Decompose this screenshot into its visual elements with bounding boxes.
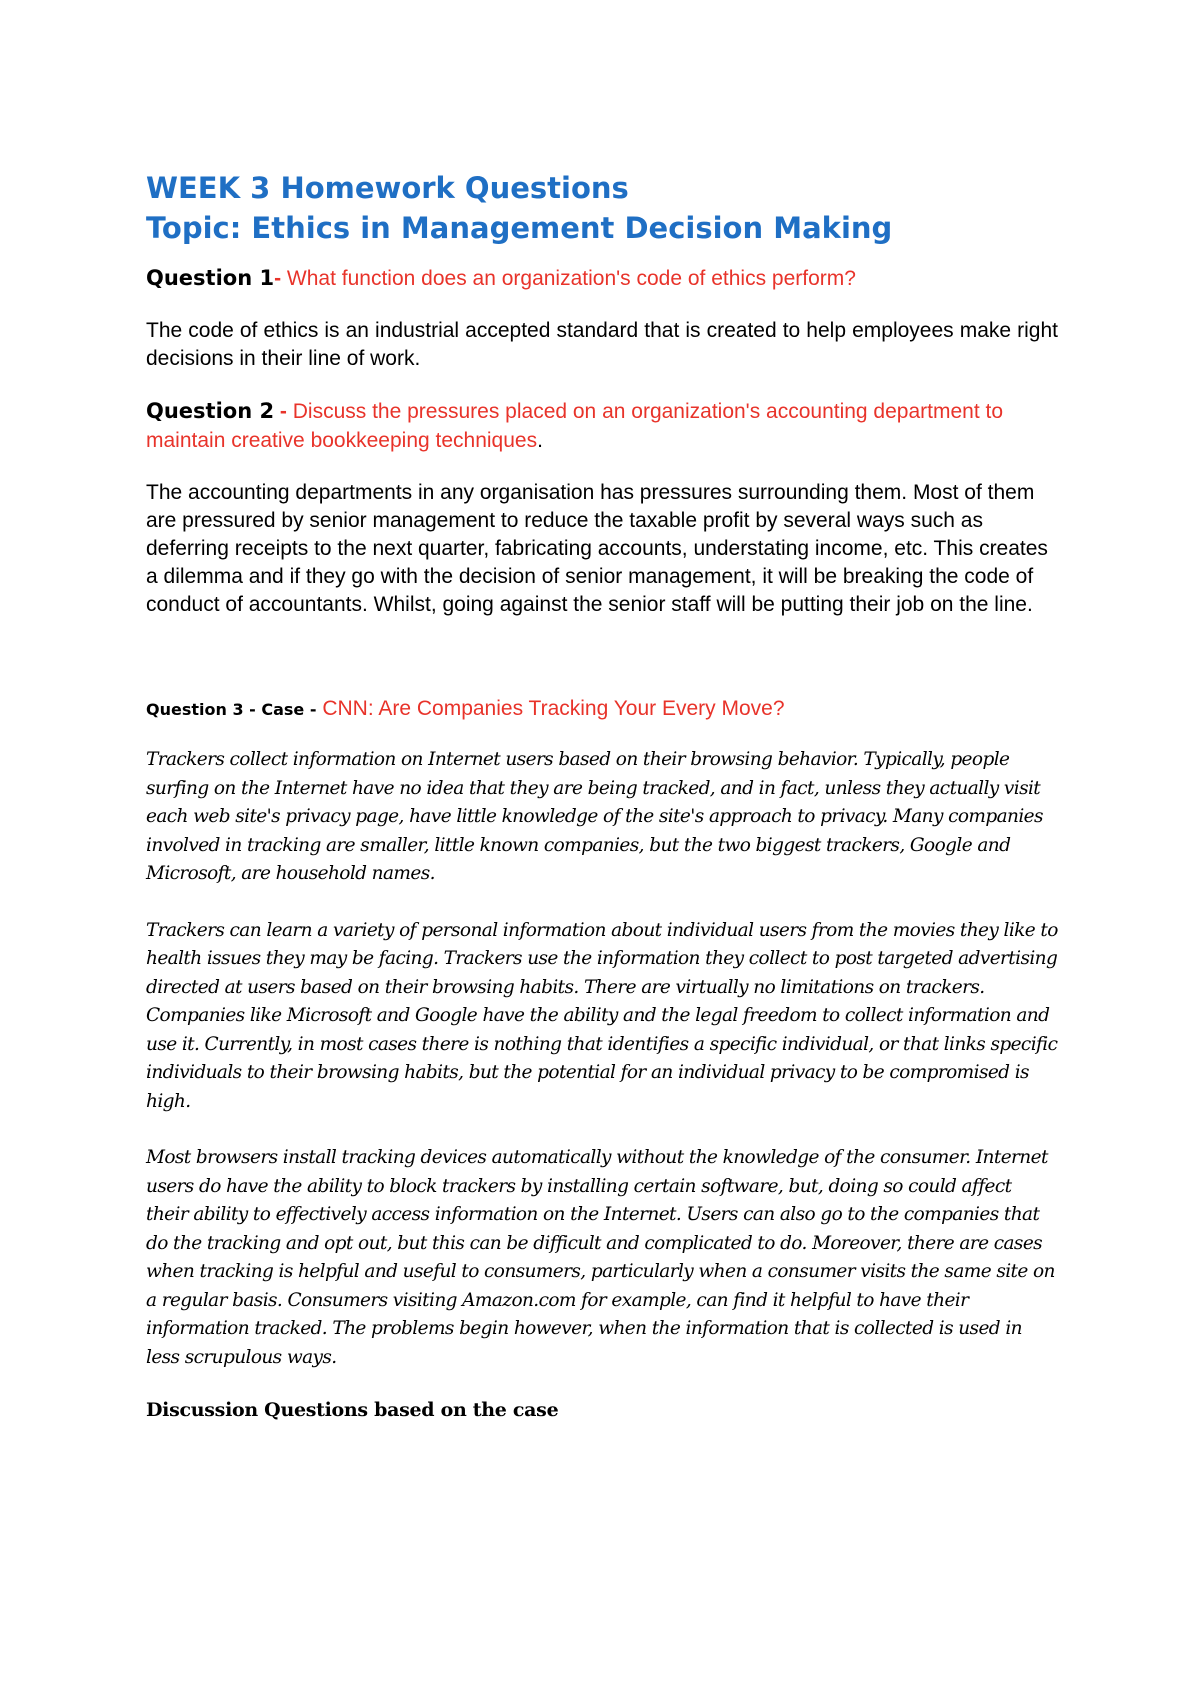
question-2-dash: - (274, 400, 287, 423)
title-line-2: Topic: Ethics in Management Decision Making (146, 211, 893, 245)
question-3-text: CNN: Are Companies Tracking Your Every Move? (316, 697, 785, 720)
question-2-heading (146, 397, 1058, 455)
question-2-end: . (537, 429, 543, 452)
document-title (146, 168, 1058, 248)
case-paragraph-3: Most browsers install tracking devices automatically without the knowledge of the consumer. Internet users do have the ability to block trackers by installing certain software, but, doing so could affect their ability to effectively access information on the Internet. Users can also go to the companies that do the tracking and opt out, but this can be difficult and complicated to do. Moreover, there are cases when tracking is helpful and useful to consumers, particularly when a consumer visits the same site on a regular basis. Consumers visiting Amazon.com for example, can find it helpful to have their information tracked. The problems begin however, when the information that is collected is used in less scrupulous ways. (146, 1147, 1055, 1368)
question-3-label: Question 3 - Case - (146, 700, 317, 719)
discussion-heading: Discussion Questions based on the case (146, 1399, 559, 1421)
question-2-answer: The accounting departments in any organisation has pressures surrounding them. Most of them are pressured by senior management to reduce the taxable profit by several ways such as deferring receipts to the next quarter, fabricating accounts, understating income, etc. This creates a dilemma and if they go with the decision of senior management, it will be breaking the code of conduct of accountants. Whilst, going against the senior staff will be putting their job on the line. (146, 481, 1048, 616)
question-1-label: Question 1 (146, 266, 275, 290)
question-1-answer: The code of ethics is an industrial accepted standard that is created to help employees make right decisions in their line of work. (146, 319, 1058, 370)
question-1-text: What function does an organization's code of ethics perform? (281, 267, 856, 290)
case-paragraph-1: Trackers collect information on Internet users based on their browsing behavior. Typically, people surfing on the Internet have no idea that they are being tracked, and in fact, unless they actually visit each web site's privacy page, have little knowledge of the site's approach to privacy. Many companies involved in tracking are smaller, little known companies, but the two biggest trackers, Google and Microsoft, are household names. (146, 749, 1043, 884)
question-2-label: Question 2 (146, 399, 275, 423)
question-3-heading (146, 695, 1058, 724)
question-1-heading (146, 264, 1058, 293)
case-paragraph-2: Trackers can learn a variety of personal information about individual users from the movies they like to health issues they may be facing. Trackers use the information they collect to post targeted advertising directed at users based on their browsing habits. There are virtually no limitations on trackers. Companies like Microsoft and Google have the ability and the legal freedom to collect information and use it. Currently, in most cases there is nothing that identifies a specific individual, or that links specific individuals to their browsing habits, but the potential for an individual privacy to be compromised is high. (146, 919, 1058, 1112)
document-content (146, 168, 1058, 1424)
question-1-dash: - (274, 267, 282, 290)
question-2-text: Discuss the pressures placed on an organization's accounting department to maintain creative bookkeeping techniques (146, 400, 1004, 452)
title-line-1: WEEK 3 Homework Questions (146, 171, 629, 205)
